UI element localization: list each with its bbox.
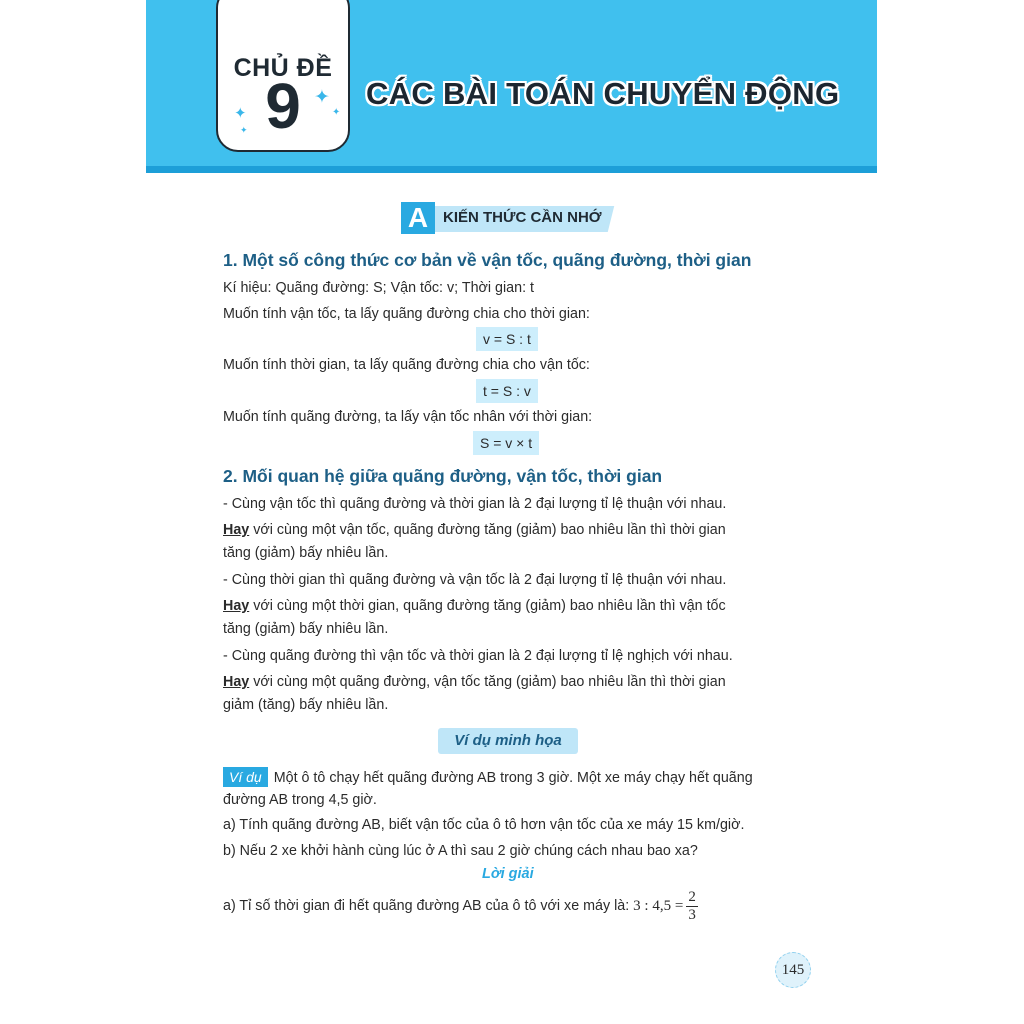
relation-1-hay bbox=[223, 520, 726, 540]
distance-formula: S = v × t bbox=[473, 431, 539, 455]
relation-3-hay bbox=[223, 672, 726, 692]
solution-a-text: a) Tỉ số thời gian đi hết quãng đường AB của ô tô với xe máy là: bbox=[223, 898, 634, 914]
speed-rule: Muốn tính vận tốc, ta lấy quãng đường chia cho thời gian: bbox=[223, 306, 590, 322]
chapter-title: CÁC BÀI TOÁN CHUYỂN ĐỘNG bbox=[366, 76, 840, 111]
relation-3-hay-cont: giảm (tăng) bấy nhiêu lần. bbox=[223, 697, 389, 713]
example-line-1 bbox=[223, 767, 753, 788]
example-banner-title: Ví dụ minh họa bbox=[454, 732, 562, 749]
example-line-2: đường AB trong 4,5 giờ. bbox=[223, 792, 377, 808]
part1-heading: 1. Một số công thức cơ bản về vận tốc, quãng đường, thời gian bbox=[223, 250, 752, 270]
solution-expression: 3 : 4,5 = bbox=[633, 898, 684, 914]
speed-formula: v = S : t bbox=[476, 327, 538, 351]
textbook-page bbox=[146, 0, 877, 1024]
sparkle-icon: ✦ bbox=[332, 107, 341, 118]
example-tag: Ví dụ bbox=[223, 767, 268, 787]
hay-label: Hay bbox=[223, 598, 250, 614]
sparkle-icon: ✦ bbox=[234, 105, 247, 122]
example-text-1: Một ô tô chạy hết quãng đường AB trong 3 giờ. Một xe máy chạy hết quãng bbox=[273, 770, 753, 786]
relation-2: - Cùng thời gian thì quãng đường và vận tốc là 2 đại lượng tỉ lệ thuận với nhau. bbox=[223, 572, 727, 588]
section-a-title: KIẾN THỨC CẦN NHỚ bbox=[443, 209, 602, 226]
section-a-letter: A bbox=[401, 202, 435, 234]
question-a: a) Tính quãng đường AB, biết vận tốc của ô tô hơn vận tốc của xe máy 15 km/giờ. bbox=[223, 817, 745, 833]
topic-number: 9 bbox=[265, 70, 301, 142]
fraction bbox=[686, 889, 698, 924]
relation-1-hay-text: với cùng một vận tốc, quãng đường tăng (giảm) bao nhiêu lần thì thời gian bbox=[249, 522, 726, 538]
sparkle-icon: ✦ bbox=[240, 125, 248, 135]
solution-title: Lời giải bbox=[482, 866, 534, 882]
relation-2-hay bbox=[223, 596, 726, 616]
sparkle-icon: ✦ bbox=[314, 87, 330, 108]
part2-heading: 2. Mối quan hệ giữa quãng đường, vận tốc, thời gian bbox=[223, 466, 663, 486]
relation-2-hay-text: với cùng một thời gian, quãng đường tăng (giảm) bao nhiêu lần thì vận tốc bbox=[249, 598, 726, 614]
symbols-line: Kí hiệu: Quãng đường: S; Vận tốc: v; Thời gian: t bbox=[223, 280, 534, 296]
relation-1-hay-cont: tăng (giảm) bấy nhiêu lần. bbox=[223, 545, 389, 561]
fraction-denominator: 3 bbox=[688, 906, 696, 923]
relation-2-hay-cont: tăng (giảm) bấy nhiêu lần. bbox=[223, 621, 389, 637]
time-rule: Muốn tính thời gian, ta lấy quãng đường chia cho vận tốc: bbox=[223, 357, 590, 373]
relation-3-hay-text: với cùng một quãng đường, vận tốc tăng (giảm) bao nhiêu lần thì thời gian bbox=[249, 674, 726, 690]
hay-label: Hay bbox=[223, 522, 250, 538]
distance-rule: Muốn tính quãng đường, ta lấy vận tốc nhân với thời gian: bbox=[223, 409, 593, 425]
topic-card bbox=[216, 0, 350, 152]
hay-label: Hay bbox=[223, 674, 250, 690]
time-formula: t = S : v bbox=[476, 379, 538, 403]
fraction-numerator: 2 bbox=[688, 888, 696, 905]
solution-a bbox=[223, 888, 698, 924]
topic-label: CHỦ ĐỀ bbox=[233, 54, 333, 82]
question-b: b) Nếu 2 xe khởi hành cùng lúc ở A thì sau 2 giờ chúng cách nhau bao xa? bbox=[223, 843, 698, 859]
page-number: 145 bbox=[775, 952, 811, 988]
header-underline bbox=[146, 166, 877, 173]
example-banner bbox=[438, 728, 578, 754]
relation-1: - Cùng vận tốc thì quãng đường và thời gian là 2 đại lượng tỉ lệ thuận với nhau. bbox=[223, 496, 727, 512]
relation-3: - Cùng quãng đường thì vận tốc và thời gian là 2 đại lượng tỉ lệ nghịch với nhau. bbox=[223, 648, 733, 664]
